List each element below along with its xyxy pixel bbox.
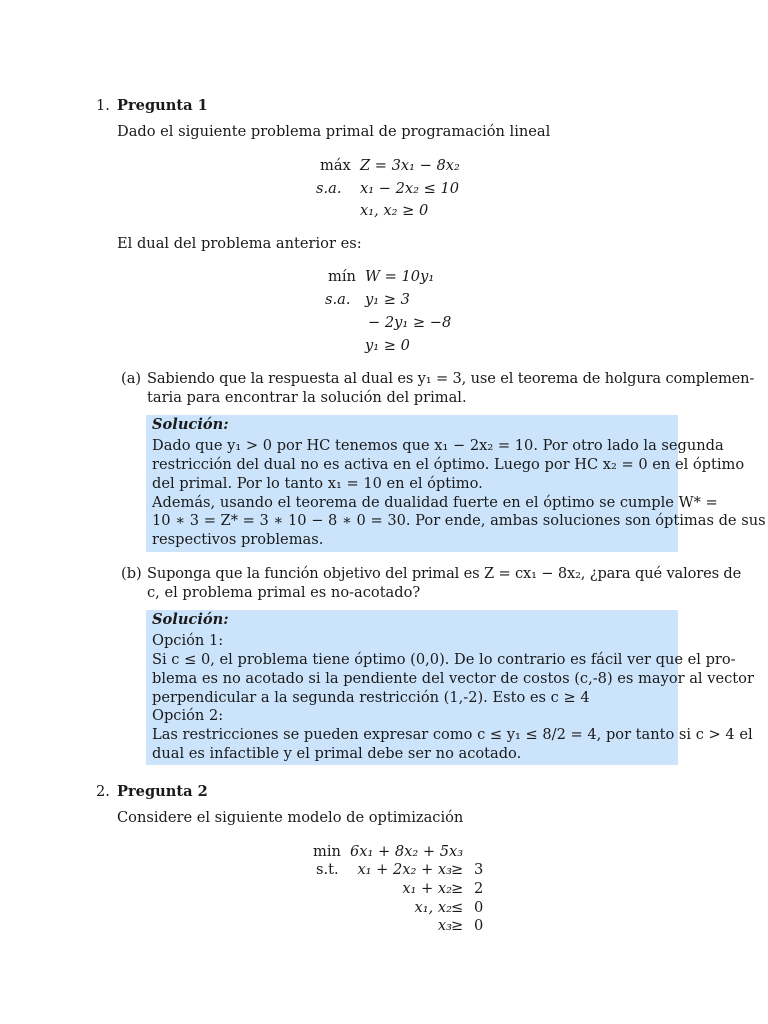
model-objective: 6x₁ + 8x₂ + 5x₃ <box>350 843 464 860</box>
dual-constraint-1: y₁ ≥ 3 <box>365 291 410 308</box>
q1-title: Pregunta 1 <box>117 97 208 114</box>
primal-st-label: s.a. <box>316 180 342 197</box>
primal-obj-label: máx <box>320 157 351 174</box>
dual-constraint-2: − 2y₁ ≥ −8 <box>368 314 452 331</box>
model-st-label: s.t. <box>316 861 339 878</box>
solution-b-line: Opción 2: <box>152 707 224 724</box>
model-row-rhs: 0 <box>474 917 484 934</box>
solution-a-line: 10 ∗ 3 = Z* = 3 ∗ 10 − 8 ∗ 0 = 30. Por ende, ambas soluciones son óptimas de sus <box>152 512 766 529</box>
solution-box-b <box>146 610 754 765</box>
q1-number: 1. <box>96 97 110 114</box>
q2-number: 2. <box>96 783 110 800</box>
model-row-rhs: 3 <box>474 861 484 878</box>
model-row-op: ≤ <box>451 899 464 916</box>
item-a-label: (a) <box>121 370 142 387</box>
primal-objective: Z = 3x₁ − 8x₂ <box>360 157 460 174</box>
q2-title: Pregunta 2 <box>117 783 208 800</box>
q2-intro: Considere el siguiente modelo de optimización <box>117 809 464 826</box>
solution-b-line: Si c ≤ 0, el problema tiene óptimo (0,0). De lo contrario es fácil ver que el pro- <box>152 651 736 668</box>
dual-st-label: s.a. <box>325 291 351 308</box>
dual-intro: El dual del problema anterior es: <box>117 235 362 252</box>
model-row-lhs: x₃ <box>437 917 452 934</box>
dual-obj-label: mín <box>328 268 356 285</box>
item-a-line-2: taria para encontrar la solución del primal. <box>147 389 467 406</box>
solution-a-line: Además, usando el teorema de dualidad fuerte en el óptimo se cumple W* = <box>152 494 718 511</box>
primal-constraint-2: x₁, x₂ ≥ 0 <box>360 202 429 219</box>
q1-intro: Dado el siguiente problema primal de programación lineal <box>117 123 551 140</box>
model-row-op: ≥ <box>451 880 464 897</box>
primal-constraint-1: x₁ − 2x₂ ≤ 10 <box>360 180 460 197</box>
model-obj-label: min <box>313 843 341 860</box>
model-row-lhs: x₁ + 2x₂ + x₃ <box>357 861 452 878</box>
model-row-lhs: x₁ + x₂ <box>402 880 452 897</box>
solution-b-title: Solución: <box>152 611 229 628</box>
item-a-line-1: Sabiendo que la respuesta al dual es y₁ = 3, use el teorema de holgura complemen- <box>147 370 755 387</box>
solution-a-line: Dado que y₁ > 0 por HC tenemos que x₁ − 2x₂ = 10. Por otro lado la segunda <box>152 437 724 454</box>
solution-a-line: respectivos problemas. <box>152 531 324 548</box>
solution-a-line: del primal. Por lo tanto x₁ = 10 en el óptimo. <box>152 475 483 492</box>
dual-constraint-3: y₁ ≥ 0 <box>365 337 410 354</box>
item-b-label: (b) <box>121 565 142 582</box>
model-row-rhs: 0 <box>474 899 484 916</box>
solution-a-title: Solución: <box>152 416 229 433</box>
model-row-op: ≥ <box>451 917 464 934</box>
item-b-line-1: Suponga que la función objetivo del primal es Z = cx₁ − 8x₂, ¿para qué valores de <box>147 565 742 582</box>
solution-b-line: dual es infactible y el primal debe ser no acotado. <box>152 745 522 762</box>
solution-a-line: restricción del dual no es activa en el óptimo. Luego por HC x₂ = 0 en el óptimo <box>152 456 745 473</box>
model-row-lhs: x₁, x₂ <box>414 899 452 916</box>
solution-b-line: Las restricciones se pueden expresar como c ≤ y₁ ≤ 8/2 = 4, por tanto si c > 4 el <box>152 726 753 743</box>
model-row-op: ≥ <box>451 861 464 878</box>
item-b-line-2: c, el problema primal es no-acotado? <box>147 584 421 601</box>
solution-b-line: Opción 1: <box>152 632 224 649</box>
dual-objective: W = 10y₁ <box>365 268 435 285</box>
solution-b-line: blema es no acotado si la pendiente del vector de costos (c,-8) es mayor al vector <box>152 670 754 687</box>
solution-b-line: perpendicular a la segunda restricción (1,-2). Esto es c ≥ 4 <box>152 689 590 706</box>
solution-box-a <box>146 415 766 552</box>
model-row-rhs: 2 <box>474 880 484 897</box>
